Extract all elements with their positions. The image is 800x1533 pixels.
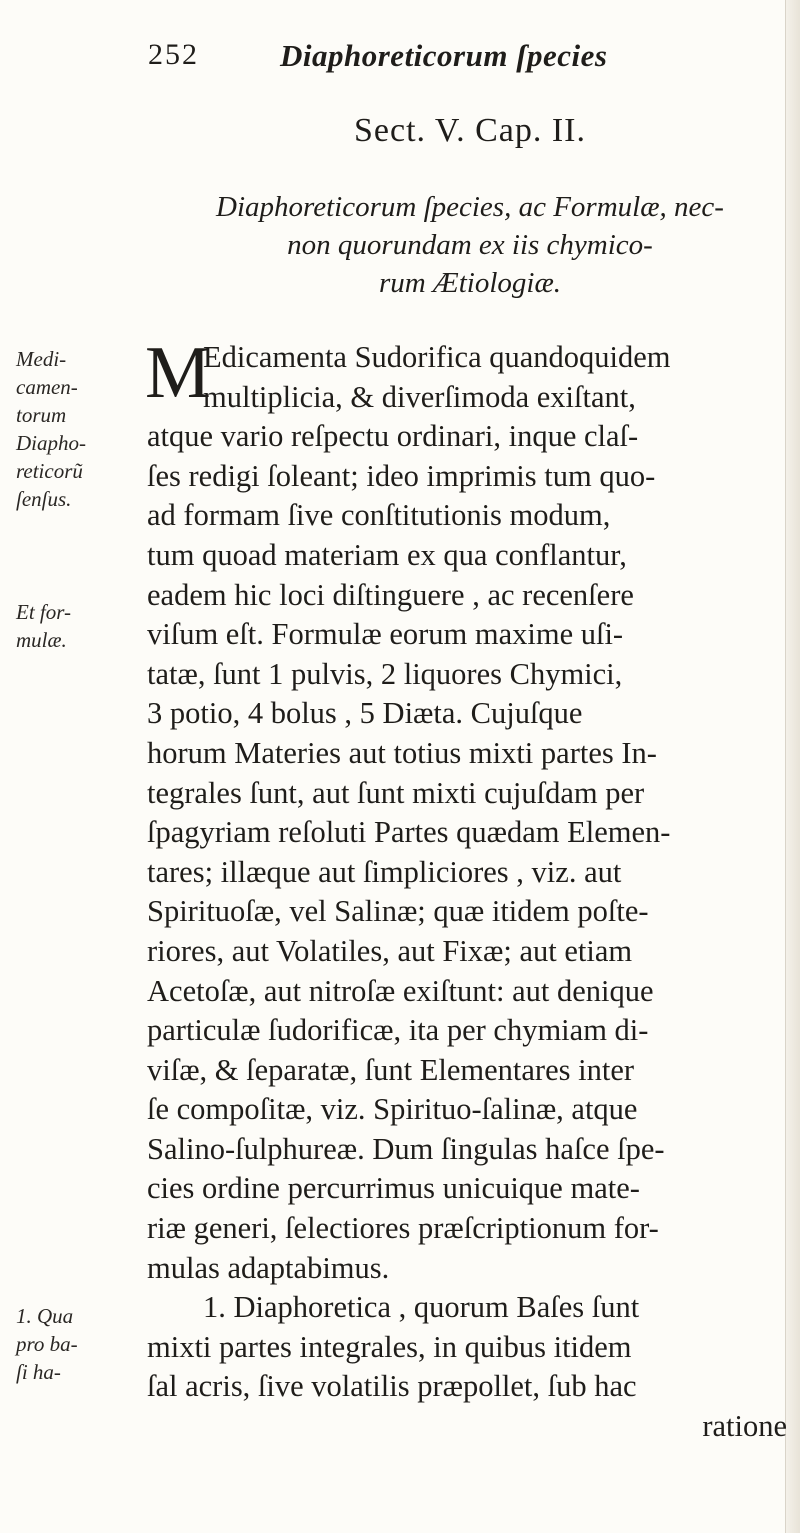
marginal-note-line: Medi- [16, 347, 67, 371]
chapter-title-line: non quorundam ex iis chymico- [287, 229, 653, 261]
text-line: 3 potio, 4 bolus , 5 Diæta. Cujuſque [147, 696, 583, 731]
marginal-note-line: ſi ha- [16, 1360, 61, 1384]
text-line: Spirituoſæ, vel Salinæ; quæ itidem poſte- [147, 894, 649, 929]
text-line: eadem hic loci diſtinguere , ac recenſere [147, 577, 634, 612]
text-line: 1. Diaphoretica , quorum Baſes ſunt [203, 1290, 640, 1325]
text-line: viſum eſt. Formulæ eorum maxime uſi- [147, 617, 624, 652]
text-line: cies ordine percurrimus unicuique mate- [147, 1171, 640, 1206]
marginal-note-line: 1. Qua [16, 1304, 74, 1328]
text-line: tares; illæque aut ſimpliciores , viz. aut [147, 854, 622, 889]
text-line: tegrales ſunt, aut ſunt mixti cujuſdam per [147, 775, 645, 810]
text-line: horum Materies aut totius mixti partes In- [147, 735, 657, 770]
catchword: ratione [702, 1409, 787, 1444]
marginal-note-line: camen- [16, 375, 78, 399]
marginal-note-line: reticorũ [16, 459, 83, 483]
text-line: Salino-ſulphureæ. Dum ſingulas haſce ſpe- [147, 1131, 665, 1166]
running-title: Diaphoreticorum ſpecies [280, 38, 608, 73]
page-number: 252 [148, 38, 199, 71]
text-line: mulas adaptabimus. [147, 1250, 390, 1285]
marginal-note-line: Et for- [16, 600, 71, 624]
text-line: mixti partes integrales, in quibus itidem [147, 1329, 632, 1364]
marginal-note [16, 1302, 136, 1386]
text-line: riæ generi, ſelectiores præſcriptionum for- [147, 1211, 659, 1246]
text-line: viſæ, & ſeparatæ, ſunt Elementares inter [147, 1052, 635, 1087]
running-head [148, 38, 668, 82]
text-line: tum quoad materiam ex qua conflantur, [147, 537, 627, 572]
text-line: Edicamenta Sudorifica quandoquidem [203, 340, 671, 374]
text-line: ſe compoſitæ, viz. Spirituo-ſalinæ, atque [147, 1092, 638, 1127]
body-text [145, 332, 787, 1447]
section-heading: Sect. V. Cap. II. [353, 112, 586, 149]
marginal-note [16, 598, 136, 654]
drop-cap: M [145, 332, 211, 414]
text-line: particulæ ſudorificæ, ita per chymiam di- [147, 1013, 649, 1048]
marginal-note-line: mulæ. [16, 628, 67, 652]
text-line: multiplicia, & diverſimoda exiſtant, [203, 379, 636, 414]
chapter-title-line: rum Ætiologiæ. [378, 267, 562, 299]
text-line: atque vario reſpectu ordinari, inque claſ- [147, 419, 639, 454]
marginal-note-line: torum [16, 403, 67, 427]
text-line: ſes redigi ſoleant; ideo imprimis tum quo- [147, 458, 656, 493]
marginal-note-line: pro ba- [16, 1332, 78, 1356]
text-line: ſal acris, ſive volatilis præpollet, ſub hac [147, 1369, 637, 1404]
marginal-note [16, 345, 136, 513]
chapter-title [150, 188, 790, 302]
marginal-note-line: ſenſus. [16, 487, 72, 511]
text-line: ſpagyriam reſoluti Partes quædam Elemen- [147, 815, 671, 850]
chapter-title-line: Diaphoreticorum ſpecies, ac Formulæ, nec- [216, 191, 724, 223]
text-line: riores, aut Volatiles, aut Fixæ; aut etiam [147, 933, 633, 968]
text-line: ad formam ſive conſtitutionis modum, [147, 498, 611, 533]
text-line: Acetoſæ, aut nitroſæ exiſtunt: aut denique [147, 973, 654, 1008]
marginal-note-line: Diapho- [16, 431, 86, 455]
text-line: tatæ, ſunt 1 pulvis, 2 liquores Chymici, [147, 656, 623, 691]
